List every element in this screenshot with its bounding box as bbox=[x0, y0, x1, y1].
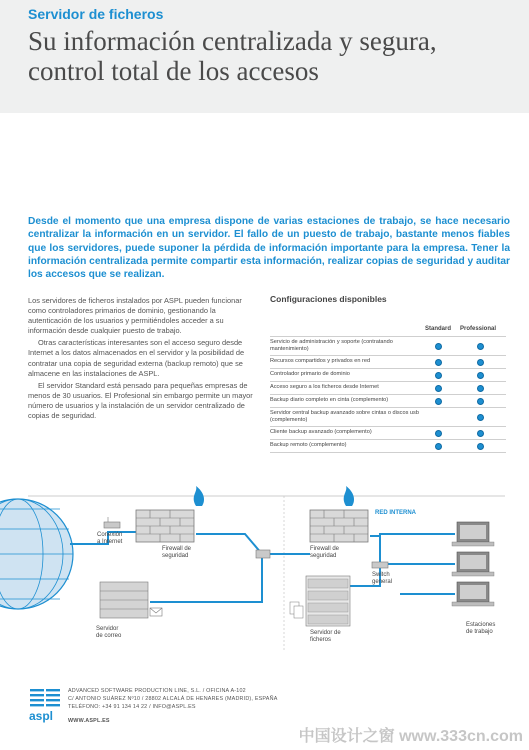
standard-check-icon bbox=[435, 343, 442, 350]
professional-check-icon bbox=[477, 385, 484, 392]
hub-icon bbox=[256, 550, 270, 558]
column-standard: Standard bbox=[425, 326, 452, 332]
workstation-icon bbox=[452, 582, 494, 606]
professional-check-icon bbox=[477, 414, 484, 421]
professional-check-icon bbox=[477, 343, 484, 350]
professional-check-icon bbox=[477, 359, 484, 366]
link-to-mail bbox=[150, 554, 262, 602]
firewall-1-label-2: seguridad bbox=[162, 553, 189, 559]
footer-url[interactable]: WWW.ASPL.ES bbox=[68, 718, 110, 724]
table-row bbox=[270, 381, 506, 394]
row-label: Cliente backup avanzado (complemento) bbox=[270, 429, 372, 435]
link-lan-station-1 bbox=[370, 534, 455, 536]
firewall-icon bbox=[310, 510, 368, 542]
row-label: Acceso seguro a los ficheros desde Internet bbox=[270, 384, 379, 390]
table-row bbox=[270, 407, 506, 426]
row-label: Backup remoto (complemento) bbox=[270, 442, 347, 448]
page-title: Su información centralizada y segura, control total de los accesos bbox=[28, 26, 437, 86]
firewall-icon bbox=[136, 510, 194, 542]
standard-check-icon bbox=[435, 359, 442, 366]
column-professional: Professional bbox=[460, 326, 497, 332]
row-label: Recursos compartidos y privados en red bbox=[270, 358, 371, 364]
network-diagram bbox=[0, 484, 529, 664]
mail-label-1: Servidor bbox=[96, 626, 119, 632]
body-column bbox=[28, 296, 260, 423]
modem-icon bbox=[104, 517, 120, 528]
configurations-rows bbox=[270, 336, 506, 452]
table-end-rule bbox=[270, 452, 506, 453]
stations-label-2: de trabajo bbox=[466, 629, 493, 635]
configurations-title: Configuraciones disponibles bbox=[270, 294, 387, 304]
firewall-1-label-1: Firewall de bbox=[162, 546, 192, 552]
table-row bbox=[270, 394, 506, 407]
workstation-icon bbox=[452, 552, 494, 576]
switch-label-2: general bbox=[372, 579, 393, 585]
documents-icon bbox=[290, 602, 303, 618]
configurations-table bbox=[270, 294, 506, 453]
standard-check-icon bbox=[435, 443, 442, 450]
mail-label-2: de correo bbox=[96, 633, 122, 639]
row-label: Servidor central backup avanzado sobre cintas o discos usb (complemento) bbox=[270, 410, 419, 423]
section-kicker: Servidor de ficheros bbox=[28, 6, 164, 22]
table-row bbox=[270, 368, 506, 381]
standard-check-icon bbox=[435, 430, 442, 437]
firewall-2-label-1: Firewall de bbox=[310, 546, 340, 552]
table-row bbox=[270, 439, 506, 452]
internet-label-1: Conexión bbox=[97, 532, 123, 538]
table-row bbox=[270, 426, 506, 439]
flame-icon bbox=[194, 486, 204, 506]
professional-check-icon bbox=[477, 443, 484, 450]
footer-company: ADVANCED SOFTWARE PRODUCTION LINE, S.L. / OFICINA A-102 bbox=[68, 688, 246, 694]
switch-label-1: Switch bbox=[372, 572, 390, 578]
aspl-logo-icon bbox=[28, 687, 62, 723]
body-paragraph-1: Los servidores de ficheros instalados por ASPL pueden funcionar como controladores primarios de dominio, gestionando la autenticación de los usuarios y permitiéndoles acceder a su información desde cualquier puesto de trabajo. bbox=[28, 296, 242, 336]
footer-address: C/ ANTONIO SUÁREZ Nº10 / 28802 ALCALÁ DE HENARES (MADRID), ESPAÑA bbox=[68, 696, 278, 702]
watermark: 中国设计之窗 www.333cn.com bbox=[298, 728, 523, 745]
lead-paragraph: Desde el momento que una empresa dispone de varias estaciones de trabajo, se hace necesario centralizar la información en un servidor. El fallo de un puesto de trabajo, bastante menos fiables que los servidores, puede suponer la pérdida de información importante para la empresa. Tener la información centralizada permite compartir esta información, realizar copias de seguridad y auditar los accesos que se realizan. bbox=[28, 216, 510, 281]
file-server-icon bbox=[306, 576, 350, 626]
row-label: Servicio de administración y soporte (contratando mantenimiento) bbox=[270, 339, 393, 352]
internet-globe-icon bbox=[0, 499, 73, 609]
body-paragraph-3: El servidor Standard está pensado para pequeñas empresas de menos de 30 usuarios. El Profesional sin embargo permite un mayor número de usuarios y la instalación de un servidor centralizado de copias de seguridad. bbox=[28, 380, 253, 421]
footer-phone: TELÉFONO: +34 91 134 14 22 / INFO@ASPL.ES bbox=[68, 704, 196, 710]
professional-check-icon bbox=[477, 398, 484, 405]
lan-label: RED INTERNA bbox=[375, 510, 417, 516]
switch-icon bbox=[372, 562, 388, 568]
firewall-2-label-2: seguridad bbox=[310, 553, 337, 559]
configurations-header bbox=[270, 326, 506, 336]
standard-check-icon bbox=[435, 385, 442, 392]
table-row bbox=[270, 355, 506, 368]
professional-check-icon bbox=[477, 430, 484, 437]
workstation-icon bbox=[452, 522, 494, 546]
mail-server-icon bbox=[100, 582, 148, 618]
row-label: Backup diario completo en cinta (complemento) bbox=[270, 397, 389, 403]
internet-label-2: a Internet bbox=[97, 539, 123, 545]
file-server-label-2: ficheros bbox=[310, 637, 332, 643]
flame-icon bbox=[344, 486, 354, 506]
logo-wordmark: aspl bbox=[29, 709, 54, 723]
stations-label-1: Estaciones bbox=[466, 622, 496, 628]
table-row bbox=[270, 336, 506, 355]
standard-check-icon bbox=[435, 398, 442, 405]
row-label: Controlador primario de dominio bbox=[270, 371, 350, 377]
envelope-icon bbox=[150, 608, 162, 616]
standard-check-icon bbox=[435, 372, 442, 379]
link-firewall-firewall bbox=[196, 534, 310, 554]
professional-check-icon bbox=[477, 372, 484, 379]
body-paragraph-2: Otras características interesantes son el acceso seguro desde Internet a los datos almacenados en el servidor y la posibilidad de contratar una copia de seguridad externa (backup remoto) que se almacene en las instalaciones de ASPL. bbox=[28, 338, 245, 378]
file-server-label-1: Servidor de bbox=[310, 630, 341, 636]
footer-contact bbox=[68, 687, 328, 725]
